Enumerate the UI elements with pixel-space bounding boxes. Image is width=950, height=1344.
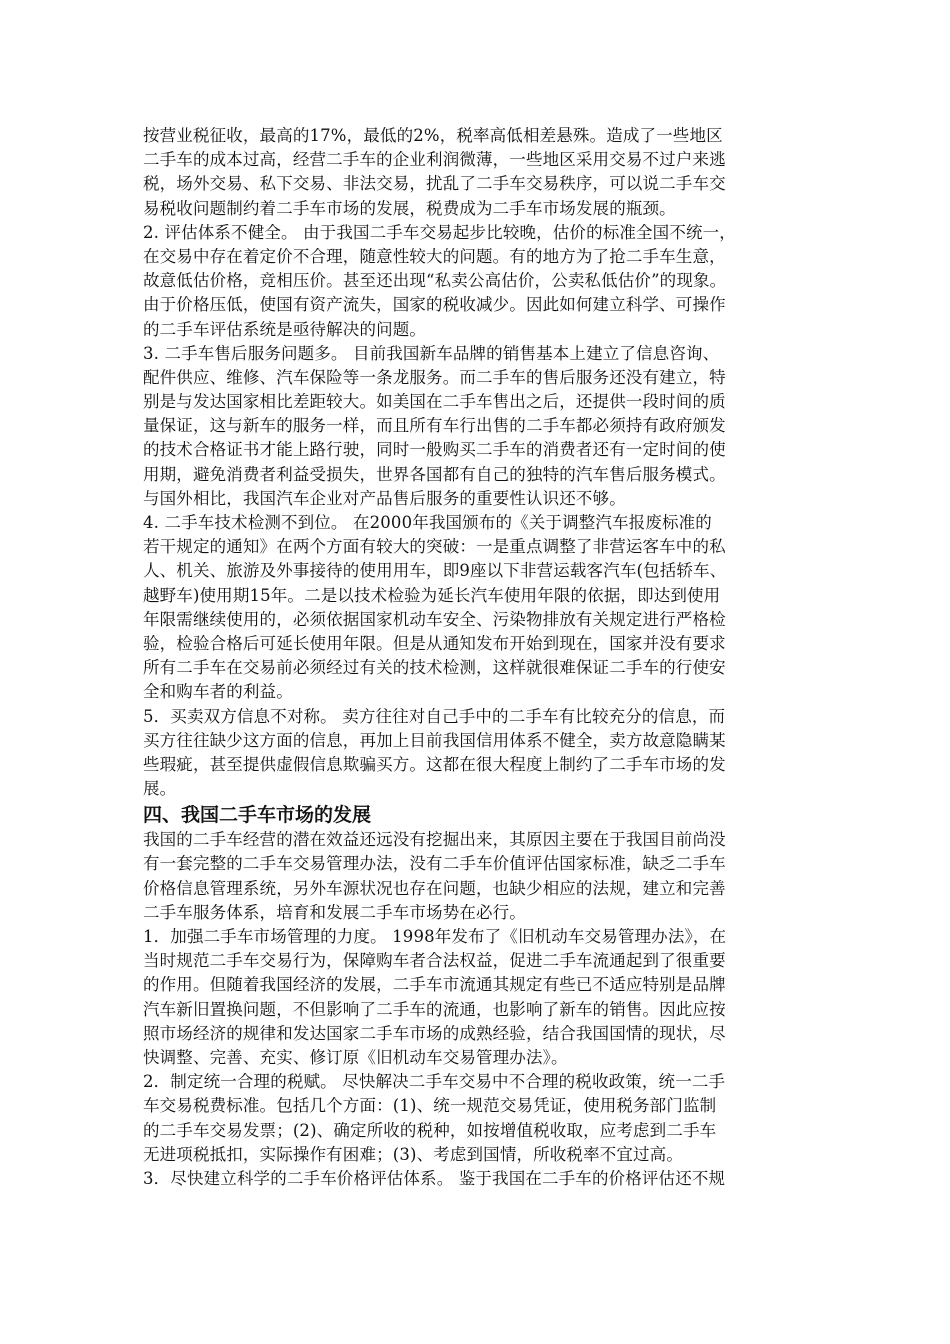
text-line: 越野车)使用期15年。二是以技术检验为延长汽车使用年限的依据，即达到使用: [143, 585, 721, 605]
text-line: 的技术合格证书才能上路行驶，同时一般购买二手车的消费者还有一定时间的使: [143, 440, 726, 460]
text-line: 汽车新旧置换问题，不但影响了二手车的流通，也影响了新车的销售。因此应按: [143, 999, 726, 1019]
text-line: 些瑕疵，甚至提供虚假信息欺骗买方。这都在很大程度上制约了二手车市场的发: [143, 754, 726, 774]
text-line: 易税收问题制约着二手车市场的发展，税费成为二手车市场发展的瓶颈。: [143, 198, 676, 218]
list-item-1-start: 1．加强二手车市场管理的力度。 1998年发布了《旧机动车交易管理办法》，在: [143, 927, 727, 946]
text-line: 所有二手车在交易前必须经过有关的技术检测，这样就很难保证二手车的行使安: [143, 658, 726, 678]
text-line: 的作用。但随着我国经济的发展，二手车市流通其规定有些已不适应特别是品牌: [143, 975, 726, 995]
text-line: 量保证，这与新车的服务一样，而且所有车行出售的二手车都必须持有政府颁发: [143, 416, 726, 436]
list-item-4-start: 4. 二手车技术检测不到位。 在2000年我国颁布的《关于调整汽车报废标准的: [143, 513, 712, 532]
text-line: 当时规范二手车交易行为，保障购车者合法权益，促进二手车流通起到了很重要: [143, 951, 726, 971]
text-line: 二手车服务体系，培育和发展二手车市场势在必行。: [143, 902, 526, 922]
text-line: 展。: [143, 779, 177, 799]
text-line: 与国外相比，我国汽车企业对产品售后服务的重要性认识还不够。: [143, 488, 626, 508]
list-item-2-start: 2. 评估体系不健全。 由于我国二手车交易起步比较晚，估价的标准全国不统一，: [143, 222, 736, 242]
text-line: 用期，避免消费者利益受损失，世界各国都有自己的独特的汽车售后服务模式。: [143, 464, 726, 484]
list-item-3-start: 3. 二手车售后服务问题多。 目前我国新车品牌的销售基本上建立了信息咨询、: [143, 343, 720, 363]
text-line: 故意低估价格，竞相压价。甚至还出现“私卖公高估价，公卖私低估价”的现象。: [143, 271, 727, 291]
text-line: 在交易中存在着定价不合理，随意性较大的问题。有的地方为了抢二手车生意，: [143, 246, 726, 266]
text-line: 有一套完整的二手车交易管理办法，没有二手车价值评估国家标准，缺乏二手车: [143, 854, 726, 874]
text-line: 税，场外交易、私下交易、非法交易，扰乱了二手车交易秩序，可以说二手车交: [143, 174, 726, 194]
section-heading: 四、我国二手车市场的发展: [143, 804, 372, 827]
text-line: 快调整、完善、充实、修订原《旧机动车交易管理办法》。: [143, 1047, 568, 1067]
text-line: 车交易税费标准。包括几个方面：(1)、统一规范交易凭证，使用税务部门监制: [143, 1096, 717, 1116]
text-line: 买方往往缺少这方面的信息，再加上目前我国信用体系不健全，卖方故意隐瞒某: [143, 730, 726, 750]
list-item-2-start: 2．制定统一合理的税赋。 尽快解决二手车交易中不合理的税收政策，统一二手: [143, 1072, 726, 1092]
body-text-after-heading: [143, 828, 833, 1191]
text-line: 无进项税抵扣，实际操作有困难；(3)、考虑到国情，所收税率不宜过高。: [143, 1144, 683, 1164]
text-line: 由于价格压低，使国有资产流失，国家的税收减少。因此如何建立科学、可操作: [143, 295, 726, 315]
list-item-5-start: 5．买卖双方信息不对称。 卖方往往对自己手中的二手车有比较充分的信息，而: [143, 706, 726, 726]
text-line: 全和购车者的利益。: [143, 682, 293, 702]
body-text-before-heading: [143, 124, 833, 801]
text-line: 别是与发达国家相比差距较大。如美国在二手车售出之后，还提供一段时间的质: [143, 392, 726, 412]
text-line: 年限需继续使用的，必须依据国家机动车安全、污染物排放有关规定进行严格检: [143, 609, 726, 629]
text-line: 配件供应、维修、汽车保险等一条龙服务。而二手车的售后服务还没有建立，特: [143, 367, 726, 387]
text-line: 人、机关、旅游及外事接待的使用用车，即9座以下非营运载客汽车(包括轿车、: [143, 561, 727, 581]
text-line: 二手车的成本过高，经营二手车的企业利润微薄，一些地区采用交易不过户来逃: [143, 150, 726, 170]
text-line: 照市场经济的规律和发达国家二手车市场的成熟经验，结合我国国情的现状，尽: [143, 1023, 726, 1043]
text-line: 的二手车评估系统是亟待解决的问题。: [143, 319, 427, 339]
text-line: 的二手车交易发票；(2)、确定所收的税种，如按增值税收取，应考虑到二手车: [143, 1120, 717, 1140]
list-item-3-start: 3．尽快建立科学的二手车价格评估体系。 鉴于我国在二手车的价格评估还不规: [143, 1168, 726, 1188]
text-line: 价格信息管理系统，另外车源状况也存在问题，也缺少相应的法规，建立和完善: [143, 878, 726, 898]
text-line: 我国的二手车经营的潜在效益还远没有挖掘出来，其原因主要在于我国目前尚没: [143, 830, 726, 850]
text-line: 按营业税征收，最高的17%，最低的2%，税率高低相差悬殊。造成了一些地区: [143, 126, 723, 145]
text-line: 若干规定的通知》在两个方面有较大的突破：一是重点调整了非营运客车中的私: [143, 537, 726, 557]
text-line: 验，检验合格后可延长使用年限。但是从通知发布开始到现在，国家并没有要求: [143, 633, 726, 653]
document-page: [143, 124, 833, 1191]
